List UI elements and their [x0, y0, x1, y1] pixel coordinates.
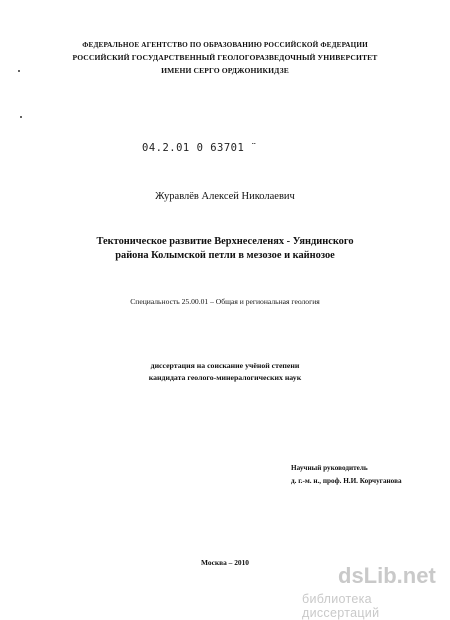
thesis-title-line1: Тектоническое развитие Верхнеселенях - Уяндинского [96, 236, 354, 247]
thesis-title-line2: района Колымской петли в мезозое и кайнозое [115, 249, 335, 261]
thesis-title [0, 235, 450, 262]
specialty: Специальность 25.00.01 – Общая и региональная геология [130, 297, 320, 306]
registration-stamp-number: 04.2.01 0 63701 ̈ [142, 142, 252, 154]
dslib-watermark-logo [338, 563, 436, 589]
speck-mark [20, 116, 22, 118]
watermark-subtitle: библиотека диссертаций [302, 592, 380, 620]
header-agency: ФЕДЕРАЛЬНОЕ АГЕНТСТВО ПО ОБРАЗОВАНИЮ РОССИЙСКОЙ ФЕДЕРАЦИИ [82, 41, 368, 49]
author-name: Журавлёв Алексей Николаевич [155, 191, 295, 202]
header-university-name: ИМЕНИ СЕРГО ОРДЖОНИКИДЗЕ [161, 66, 289, 75]
header-university: РОССИЙСКИЙ ГОСУДАРСТВЕННЫЙ ГЕОЛОГОРАЗВЕДОЧНЫЙ УНИВЕРСИТЕТ [72, 53, 378, 62]
supervisor-name: д. г.-м. н., проф. Н.И. Корчуганова [291, 477, 402, 485]
degree-line1: диссертация на соискание учёной степени [150, 361, 300, 370]
supervisor-label: Научный руководитель [291, 464, 368, 472]
speck-mark [18, 70, 20, 72]
watermark-logo-tld: .net [396, 563, 436, 588]
supervisor-block [291, 462, 402, 488]
watermark-logo-main: dsLib [338, 563, 397, 588]
degree-statement [0, 360, 450, 383]
city-year: Москва – 2010 [201, 558, 249, 567]
degree-line2: кандидата геолого-минералогических наук [148, 372, 302, 382]
